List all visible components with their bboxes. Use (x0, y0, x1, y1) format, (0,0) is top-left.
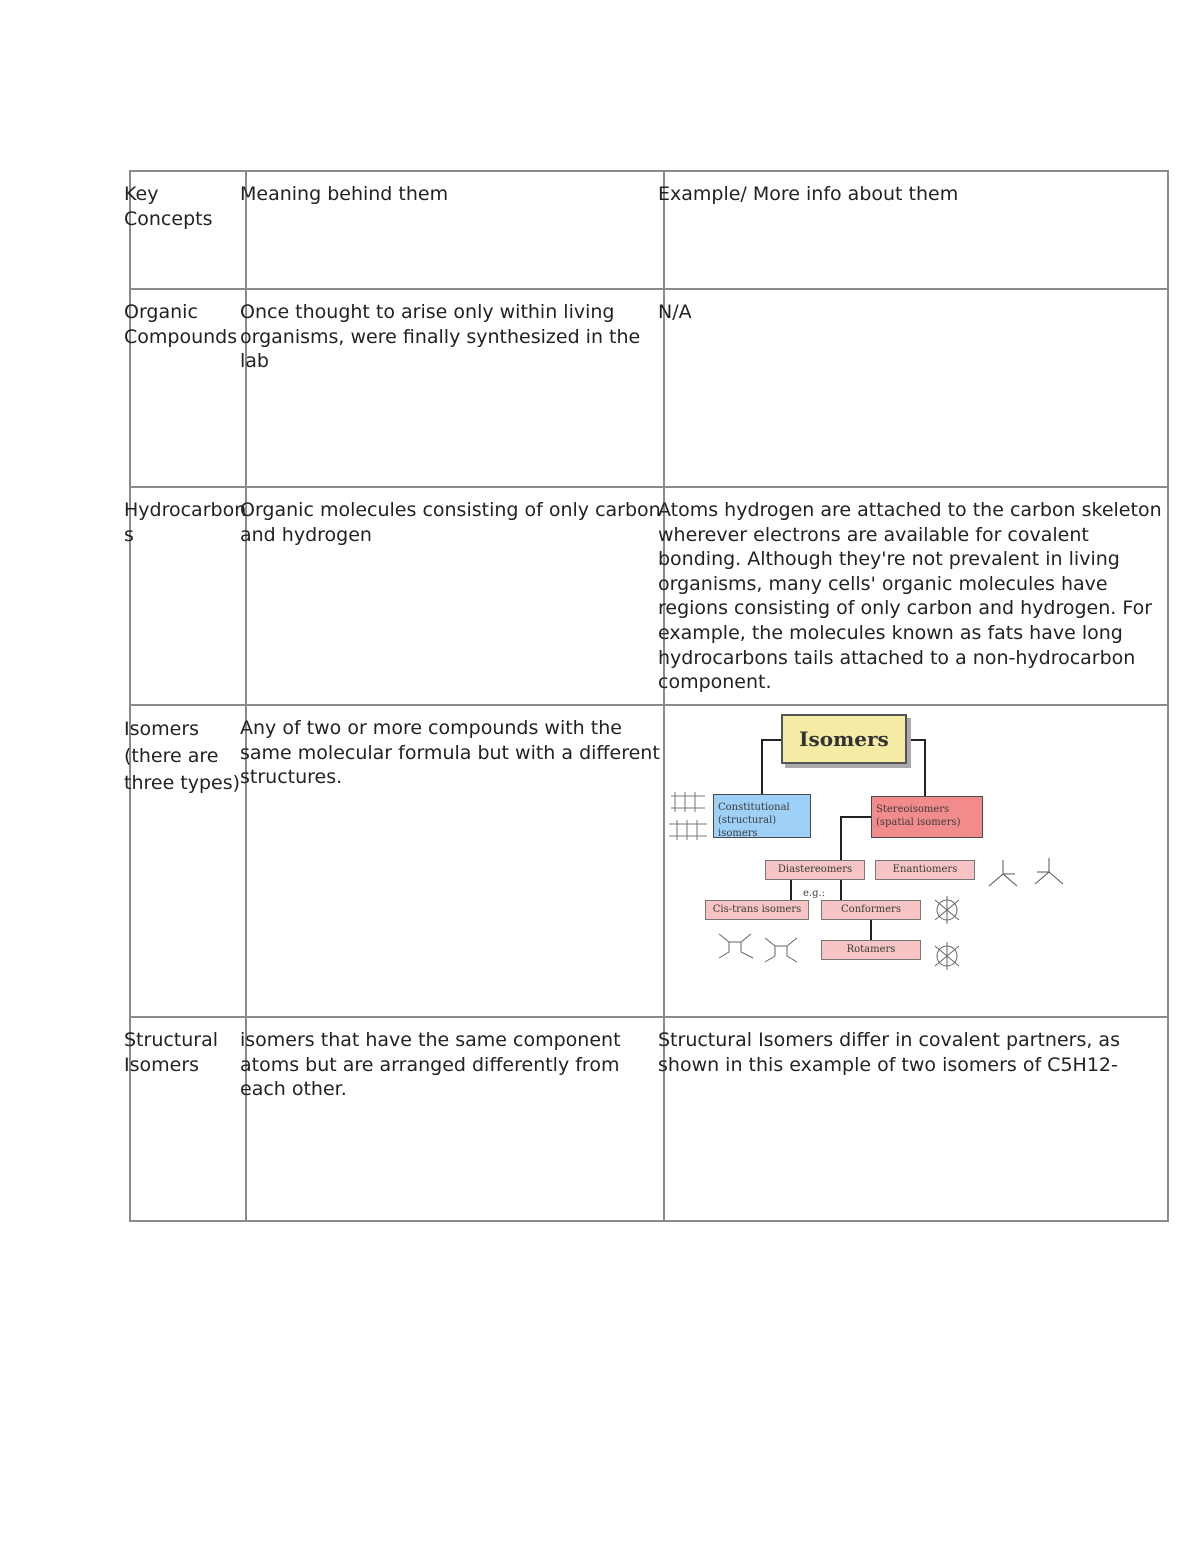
table-cell (240, 705, 664, 1017)
diagram-title-box: Isomers (781, 714, 907, 764)
header-cell (124, 171, 246, 289)
table-row (130, 289, 1168, 487)
table-header-row (130, 171, 1168, 289)
header-meaning: Meaning behind them (240, 183, 449, 205)
table-cell (124, 289, 246, 487)
table-cell (124, 487, 247, 705)
meaning-organic-compounds: Once thought to arise only within living organisms, were finally synthesized in the lab (240, 301, 641, 373)
example-structural-isomers: Structural Isomers differ in covalent partners, as shown in this example of two isomers of C5H12- (658, 1029, 1120, 1076)
concepts-table (124, 170, 1169, 1222)
table-row (130, 705, 1168, 1017)
isomers-diagram (665, 714, 1169, 1004)
meaning-isomers: Any of two or more compounds with the same molecular formula but with a different structures. (240, 717, 660, 789)
stereoisomers-box: Stereoisomers (spatial isomers) (871, 796, 983, 838)
cis-trans-isomers-box: Cis-trans isomers (705, 900, 809, 920)
table-cell (658, 487, 1168, 705)
header-cell (240, 171, 664, 289)
table-row (130, 487, 1168, 705)
example-hydrocarbons: Atoms hydrogen are attached to the carbon skeleton wherever electrons are available for covalent bonding. Although they're not prevalent in living organisms, many cells' organic molecules have regions consisting of only carbon and hydrogen. For example, the molecules known as fats have long hydrocarbons tails attached to a non-hydrocarbon component. (658, 499, 1162, 694)
table-cell (124, 1017, 246, 1221)
table-cell (124, 705, 246, 1017)
constitutional-isomers-box: Constitutional (structural) isomers (713, 794, 811, 838)
conformer-newman-icon (935, 896, 959, 970)
table-row (130, 1017, 1168, 1221)
header-example: Example/ More info about them (658, 183, 959, 205)
example-organic-compounds: N/A (658, 301, 692, 323)
conformers-box: Conformers (821, 900, 921, 920)
table-cell (658, 289, 1168, 487)
header-key-concepts: Key Concepts (124, 183, 213, 230)
concept-isomers: Isomers (there are three types) (124, 718, 241, 794)
structural-formula-icon (669, 792, 707, 840)
rotamers-box: Rotamers (821, 940, 921, 960)
concept-organic-compounds: Organic Compounds (124, 301, 238, 348)
meaning-structural-isomers: isomers that have the same component atoms but are arranged differently from each other. (240, 1029, 621, 1101)
table-cell (240, 487, 664, 705)
table-cell (240, 1017, 664, 1221)
concept-hydrocarbons: Hydrocarbons (124, 499, 247, 546)
cis-trans-molecule-icon (719, 934, 797, 962)
enantiomers-box: Enantiomers (875, 860, 975, 880)
eg-label: e.g.: (803, 888, 826, 899)
header-cell (658, 171, 1168, 289)
meaning-hydrocarbons: Organic molecules consisting of only carbon and hydrogen (240, 499, 661, 546)
table-cell (664, 705, 1168, 1017)
diastereomers-box: Diastereomers (765, 860, 865, 880)
concept-structural-isomers: Structural Isomers (124, 1029, 219, 1076)
table-cell (658, 1017, 1168, 1221)
diagram-connectors (665, 714, 1169, 1004)
enantiomer-molecule-icon (989, 858, 1063, 886)
table-cell (240, 289, 664, 487)
